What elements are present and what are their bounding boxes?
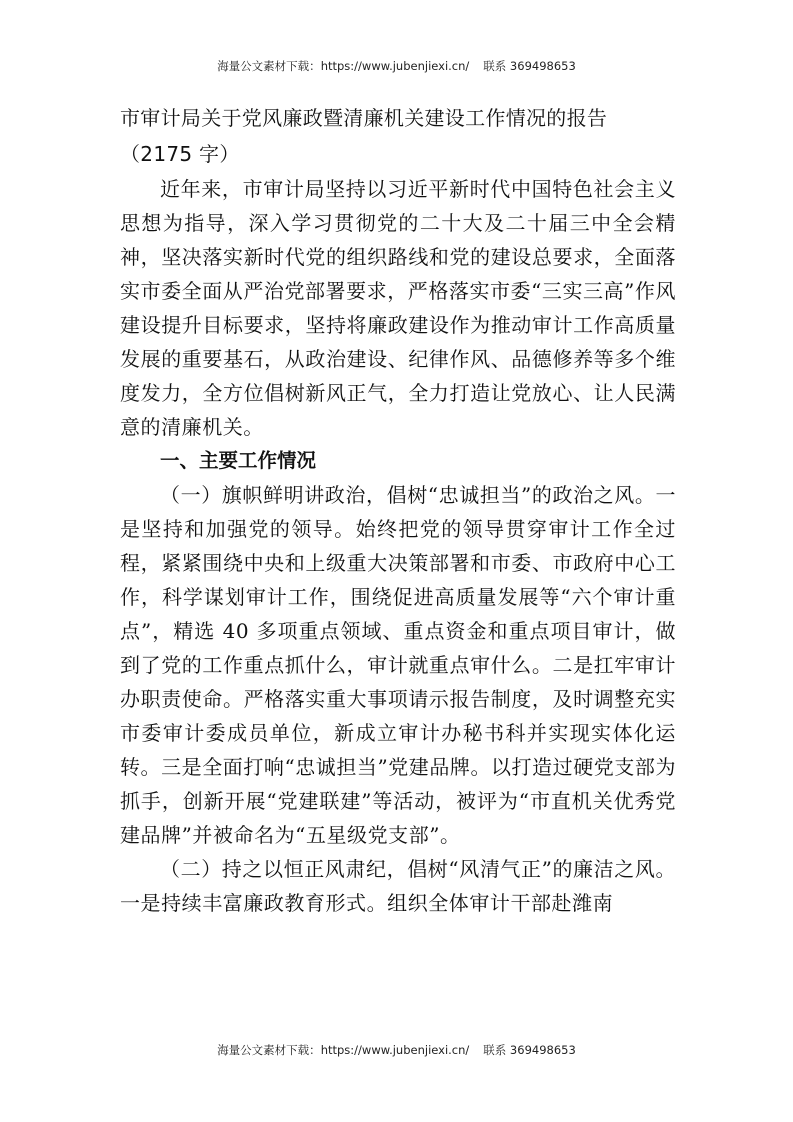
page-header [0, 58, 793, 74]
header-url-link[interactable]: https://www.jubenjiexi.cn/ [320, 59, 470, 73]
header-contact: 联系 369498653 [483, 59, 576, 73]
section-heading: 一、主要工作情况 [160, 449, 317, 472]
document-title: 市审计局关于党风廉政暨清廉机关建设工作情况的报告（2175 字） [120, 106, 608, 166]
body-paragraph: （二）持之以恒正风肃纪，倡树“风清气正”的廉洁之风。一是持续丰富廉政教育形式。组织全体审计干部赴潍南 [120, 857, 676, 915]
footer-url-link[interactable]: https://www.jubenjiexi.cn/ [320, 1043, 470, 1057]
document-body [120, 100, 676, 920]
footer-label: 海量公文素材下载： [217, 1043, 321, 1057]
header-label: 海量公文素材下载： [217, 59, 321, 73]
page-footer [0, 1042, 793, 1058]
intro-paragraph: 近年来，市审计局坚持以习近平新时代中国特色社会主义思想为指导，深入学习贯彻党的二十大及二十届三中全会精神，坚决落实新时代党的组织路线和党的建设总要求，全面落实市委全面从严治党部署要求，严格落实市委“三实三高”作风建设提升目标要求，坚持将廉政建设作为推动审计工作高质量发展的重要基石，从政治建设、纪律作风、品德修养等多个维度发力，全方位倡树新风正气，全力打造让党放心、让人民满意的清廉机关。 [120, 177, 676, 439]
body-paragraph: （一）旗帜鲜明讲政治，倡树“忠诚担当”的政治之风。一是坚持和加强党的领导。始终把党的领导贯穿审计工作全过程，紧紧围绕中央和上级重大决策部署和市委、市政府中心工作，科学谋划审计工作，围绕促进高质量发展等“六个审计重点”，精选 40 多项重点领域、重点资金和重点项目审计，做到了党的工作重点抓什么，审计就重点审什么。二是扛牢审计办职责使命。严格落实重大事项请示报告制度，及时调整充实市委审计委成员单位，新成立审计办秘书科并实现实体化运转。三是全面打响“忠诚担当”党建品牌。以打造过硬党支部为抓手，创新开展“党建联建”等活动，被评为“市直机关优秀党建品牌”并被命名为“五星级党支部”。 [120, 483, 676, 847]
footer-contact: 联系 369498653 [483, 1043, 576, 1057]
